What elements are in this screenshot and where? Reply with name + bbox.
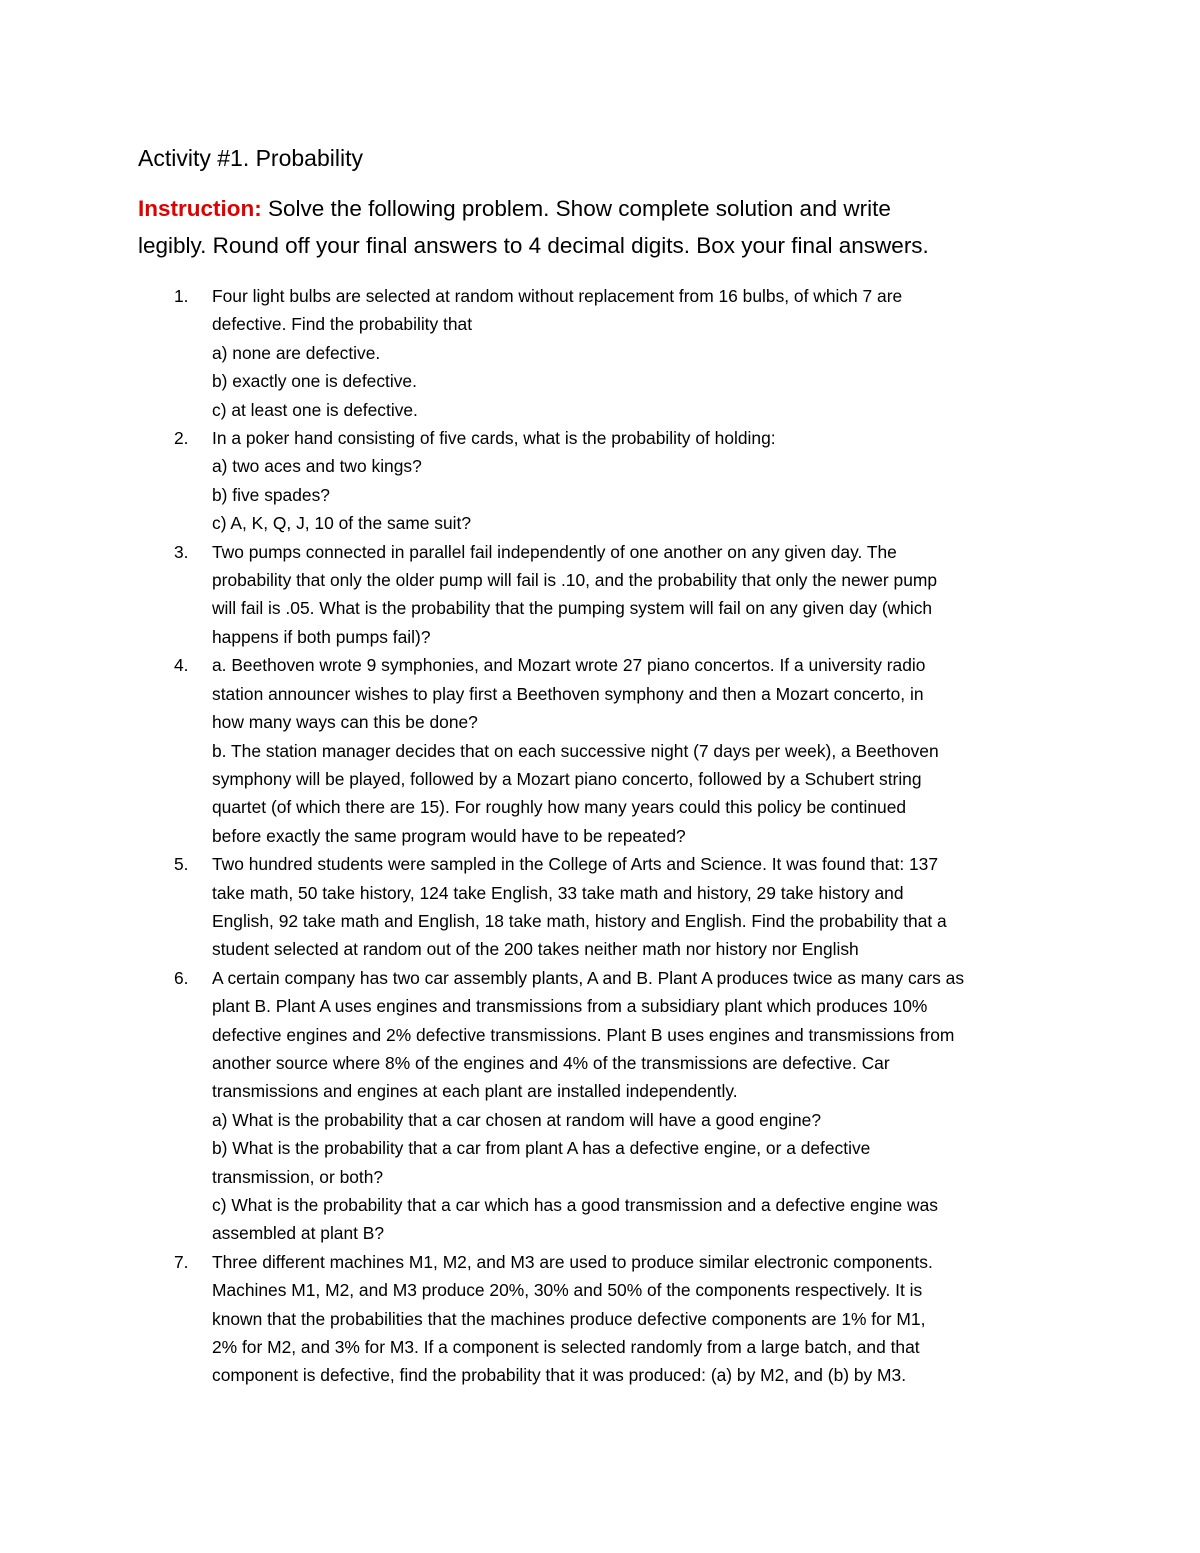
problem-line: transmission, or both? [212, 1166, 384, 1187]
problem-line: Two hundred students were sampled in the College of Arts and Science. It was found that: 137 [212, 854, 939, 875]
problem-line: Machines M1, M2, and M3 produce 20%, 30% and 50% of the components respectively. It is [212, 1280, 923, 1301]
problem-line: happens if both pumps fail)? [212, 626, 431, 647]
problem-line: Three different machines M1, M2, and M3 are used to produce similar electronic components. [212, 1251, 933, 1272]
instruction-block [138, 190, 1068, 264]
problem-5 [138, 850, 1068, 964]
problem-line: known that the probabilities that the machines produce defective components are 1% for M1, [212, 1308, 926, 1329]
problem-line: a) two aces and two kings? [212, 456, 422, 477]
instruction-line: legibly. Round off your final answers to 4 decimal digits. Box your final answers. [138, 233, 929, 258]
problem-line: b) five spades? [212, 484, 330, 505]
problem-line: quartet (of which there are 15). For roughly how many years could this policy be continued [212, 797, 907, 818]
problem-number: 7. [174, 1251, 189, 1272]
problem-3 [138, 538, 1068, 652]
problem-line: symphony will be played, followed by a Mozart piano concerto, followed by a Schubert string [212, 768, 922, 789]
problem-line: will fail is .05. What is the probability that the pumping system will fail on any given day (which [212, 598, 933, 619]
problem-6 [138, 964, 1068, 1248]
problem-line: c) What is the probability that a car which has a good transmission and a defective engine was [212, 1195, 938, 1215]
problem-1 [138, 282, 1068, 424]
problem-line: assembled at plant B? [212, 1223, 385, 1244]
problem-line: another source where 8% of the engines and 4% of the transmissions are defective. Car [212, 1052, 890, 1073]
problem-line: a) none are defective. [212, 342, 381, 363]
problem-line: b) What is the probability that a car from plant A has a defective engine, or a defective [212, 1138, 871, 1159]
problem-line: defective. Find the probability that [212, 314, 473, 335]
problem-line: b. The station manager decides that on each successive night (7 days per week), a Beethoven [212, 740, 939, 761]
problem-line: c) at least one is defective. [212, 399, 418, 420]
problem-2 [138, 424, 1068, 538]
problem-line: In a poker hand consisting of five cards, what is the probability of holding: [212, 428, 776, 449]
problem-line: plant B. Plant A uses engines and transmissions from a subsidiary plant which produces 10% [212, 996, 928, 1017]
problem-line: how many ways can this be done? [212, 712, 478, 733]
problem-line: defective engines and 2% defective transmissions. Plant B uses engines and transmissions from [212, 1024, 955, 1045]
problem-line: English, 92 take math and English, 18 take math, history and English. Find the probability that a [212, 910, 947, 931]
problem-line: component is defective, find the probability that it was produced: (a) by M2, and (b) by M3. [212, 1365, 907, 1386]
instruction-line [138, 190, 1068, 227]
problem-number: 6. [174, 967, 189, 988]
problem-7 [138, 1248, 1068, 1390]
problem-number: 4. [174, 655, 189, 676]
problem-number: 3. [174, 541, 189, 562]
problem-line: student selected at random out of the 200 takes neither math nor history nor English [212, 939, 859, 960]
problem-line: c) A, K, Q, J, 10 of the same suit? [212, 513, 472, 534]
problem-line: A certain company has two car assembly plants, A and B. Plant A produces twice as many cars as [212, 967, 965, 988]
instruction-text: Solve the following problem. Show complete solution and write [268, 196, 891, 221]
problem-line: 2% for M2, and 3% for M3. If a component is selected randomly from a large batch, and that [212, 1337, 920, 1358]
instruction-label: Instruction: [138, 196, 262, 221]
problem-line: a. Beethoven wrote 9 symphonies, and Mozart wrote 27 piano concertos. If a university radio [212, 655, 926, 676]
problem-line: probability that only the older pump will fail is .10, and the probability that only the newer pump [212, 570, 938, 591]
problem-list [138, 282, 1068, 1390]
page-title: Activity #1. Probability [138, 145, 363, 171]
problem-line: a) What is the probability that a car chosen at random will have a good engine? [212, 1109, 822, 1130]
problem-line: station announcer wishes to play first a Beethoven symphony and then a Mozart concerto, in [212, 683, 924, 704]
problem-line: take math, 50 take history, 124 take English, 33 take math and history, 29 take history and [212, 882, 904, 903]
problem-number: 5. [174, 854, 189, 875]
problem-line: Four light bulbs are selected at random without replacement from 16 bulbs, of which 7 are [212, 286, 903, 306]
problem-4 [138, 651, 1068, 850]
document-page [138, 140, 1068, 1390]
problem-line: b) exactly one is defective. [212, 371, 417, 392]
problem-number: 1. [174, 286, 189, 306]
problem-number: 2. [174, 428, 189, 449]
problem-line: transmissions and engines at each plant are installed independently. [212, 1081, 738, 1102]
problem-line: before exactly the same program would have to be repeated? [212, 825, 686, 846]
problem-line: Two pumps connected in parallel fail independently of one another on any given day. The [212, 541, 897, 562]
